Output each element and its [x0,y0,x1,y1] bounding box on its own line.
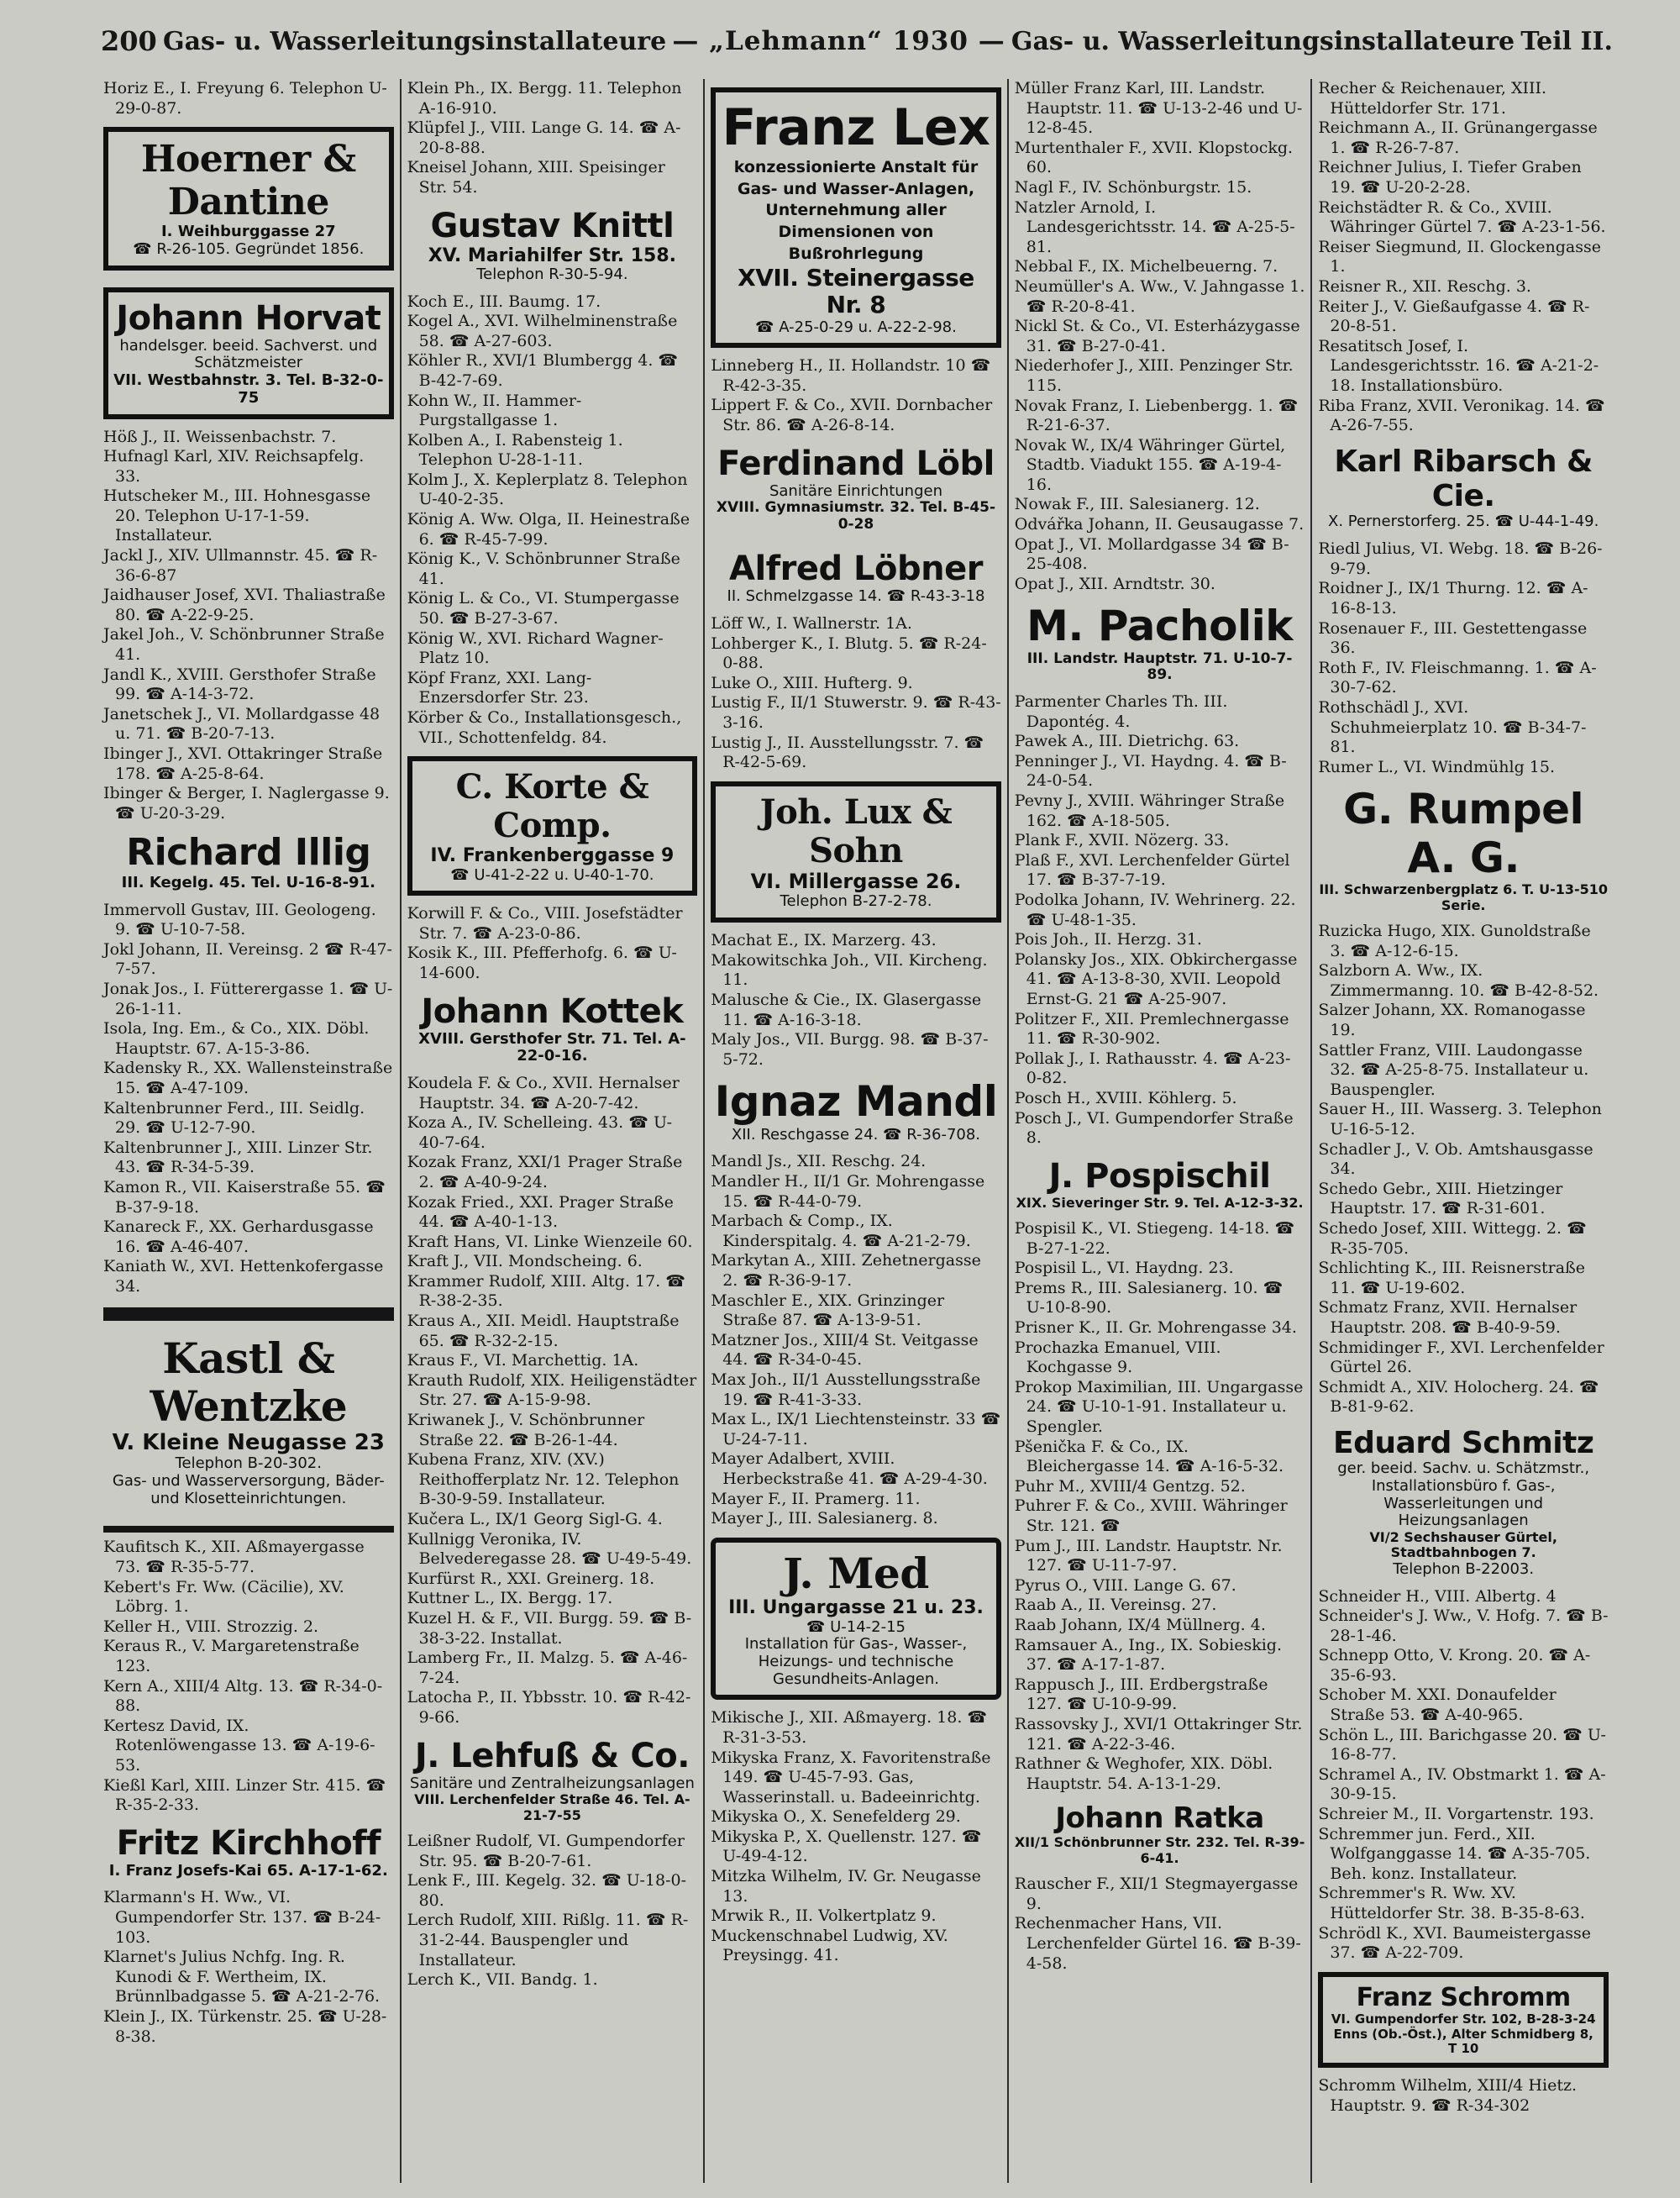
column-5 [1312,79,1614,2183]
listing-entry: Parmenter Charles Th. III. Dapontég. 4. [1014,692,1228,731]
ad-address: VI. Millergasse 26. [750,869,962,893]
listing-entry: Horiz E., I. Freyung 6. Telephon U-29-0-87. [103,79,387,118]
listing-entry: König W., XVI. Richard Wagner-Platz 10. [407,628,664,668]
listing-entry: Janetschek J., VI. Mollardgasse 48 u. 71. ☎ B-20-7-13. [103,704,381,744]
listing-entry: Pevny J., XVIII. Währinger Straße 162. ☎ A-18-505. [1014,791,1285,830]
listing-entry: Politzer F., XII. Premlechnergasse 11. ☎ R-30-902. [1014,1009,1289,1049]
listing-entry: Schlichting K., III. Reisnerstraße 11. ☎ U-19-602. [1318,1259,1586,1297]
listing-entry: Rumer L., VI. Windmühlg 15. [1318,757,1555,776]
listing-entry: Kolben A., I. Rabensteig 1. Telephon U-28-1-11. [407,430,623,470]
ad-name: Ignaz Mandl [714,1077,998,1127]
listing-entry: Schedo Josef, XIII. Wittegg. 2. ☎ R-35-705. [1318,1218,1587,1258]
advertisement [407,1737,698,1823]
listing-entry: Kaltenbrunner Ferd., III. Seidlg. 29. ☎ U-12-7-90. [103,1098,365,1138]
listing-entry: Jakel Joh., V. Schönbrunner Straße 41. [103,625,385,665]
listing-entry: Ruzicka Hugo, XIX. Gunoldstraße 3. ☎ A-12-6-15. [1318,922,1591,960]
ad-phone: ☎ R-26-105. Gegründet 1856. [133,240,365,259]
ad-phone: ☎ A-25-0-29 u. A-22-2-98. [755,318,957,336]
ad-name: Franz Schromm [1356,1982,1571,2012]
column-2 [402,79,706,2183]
ad-address: XII. Reschgasse 24. ☎ R-36-708. [731,1125,981,1144]
listing-entry: Kubena Franz, XIV. (XV.) Reithofferplatz Nr. 12. Telephon B-30-9-59. Installateur. [407,1450,680,1509]
listing-entry: Koza A., IV. Schelleing. 43. ☎ U-40-7-64. [407,1113,673,1152]
listing-entry: Prems R., III. Salesianerg. 10. ☎ U-10-8-90. [1014,1278,1284,1317]
ad-name: G. Rumpel A. G. [1343,785,1584,882]
ad-name: Ferdinand Löbl [717,444,995,483]
column-4 [1009,79,1313,2183]
ad-address: IV. Frankenberggasse 9 [430,845,675,867]
advertisement [1015,602,1305,684]
listing-entry: Ibinger & Berger, I. Naglergasse 9. ☎ U-20-3-29. [103,784,390,823]
listing-entry: Löff W., I. Wallnerstr. 1A. [711,614,912,634]
ad-phone: Telephon B-27-2-78. [780,892,932,911]
ad-description: handelsger. beeid. Sachverst. und Schätzmeister [119,336,378,372]
listing-entry: Rothschädl J., XVI. Schuhmeierplatz 10. ☎ B-34-7-81. [1318,697,1587,757]
listing-entry: Rappusch J., III. Erdbergstraße 127. ☎ U-10-9-99. [1014,1675,1268,1714]
listing-columns [97,79,1614,2183]
listing-entry: Ramsauer A., Ing., IX. Sobieskig. 37. ☎ A-17-1-87. [1014,1635,1283,1675]
listing-entry: Machat E., IX. Marzerg. 43. [711,931,937,950]
listing-entry: Schneider's J. Ww., V. Hofg. 7. ☎ B-28-1-46. [1318,1606,1609,1645]
ad-address: XVII. Steinergasse Nr. 8 [738,264,974,319]
listing-entry: Niederhofer J., XIII. Penzinger Str. 115. [1014,356,1294,395]
listing-entry: Reiter J., V. Gießaufgasse 4. ☎ R-20-8-51. [1318,297,1590,336]
listing-entry: Kanareck F., XX. Gerhardusgasse 16. ☎ A-46-407. [103,1217,374,1256]
listing-entry: Lippert F. & Co., XVII. Dornbacher Str. 86. ☎ A-26-8-14. [711,396,993,435]
advertisement [407,756,698,896]
listing-entry: Kuzel H. & F., VII. Burgg. 59. ☎ B-38-3-22. Installat. [407,1608,692,1648]
listing-entry: Kriwanek J., V. Schönbrunner Straße 22. ☎ B-26-1-44. [407,1411,645,1449]
listing-entry: Raab Johann, IX/4 Müllnerg. 4. [1014,1615,1266,1634]
ad-address: VIII. Lerchenfelder Straße 46. Tel. A-21-7-55 [414,1791,690,1823]
listing-entry: Klein J., IX. Türkenstr. 25. ☎ U-28-8-38. [103,2007,387,2046]
listing-entry: Lustig J., II. Ausstellungsstr. 7. ☎ R-42-5-69. [711,733,984,772]
listing-entry: Schramel A., IV. Obstmarkt 1. ☎ A-30-9-15. [1318,1764,1606,1804]
listing-entry: Mandler H., II/1 Gr. Mohrengasse 15. ☎ R-44-0-79. [711,1172,985,1211]
page-number: 200 [101,25,157,57]
listing-entry: Prokop Maximilian, III. Ungargasse 24. ☎ U-10-1-91. Installateur u. Spengler. [1014,1377,1304,1437]
listing-entry: Schmidinger F., XVI. Lerchenfelder Gürtel 26. [1318,1338,1604,1377]
ad-address: XVIII. Gersthofer Str. 71. Tel. A-22-0-16. [418,1029,686,1065]
listing-entry: Rathner & Weghofer, XIX. Döbl. Hauptstr. 54. A-13-1-29. [1014,1754,1273,1793]
listing-entry: Kraft J., VII. Mondscheing. 6. [407,1252,643,1271]
advertisement [103,127,394,271]
listing-entry: Kraus A., XII. Meidl. Hauptstraße 65. ☎ R-32-2-15. [407,1312,680,1350]
listing-entry: Kern A., XIII/4 Altg. 13. ☎ R-34-0-88. [103,1676,383,1716]
listing-entry: König A. Ww. Olga, II. Heinestraße 6. ☎ R-45-7-99. [407,510,690,549]
listing-entry: Rassovsky J., XVI/1 Ottakringer Str. 121. ☎ A-22-3-46. [1014,1714,1303,1754]
listing-entry: Korwill F. & Co., VIII. Josefstädter Str. 7. ☎ A-23-0-86. [407,904,683,943]
ad-address: V. Kleine Neugasse 23 [112,1429,385,1455]
ad-description: Sanitäre Einrichtungen [769,481,942,500]
ad-name: J. Med [783,1548,929,1598]
listing-entry: Krauth Rudolf, XIX. Heiligenstädter Str. 27. ☎ A-15-9-98. [407,1370,697,1410]
ad-name: Gustav Knittl [430,206,675,245]
listing-entry: Leißner Rudolf, VI. Gumpendorfer Str. 95. ☎ B-20-7-61. [407,1832,685,1870]
ad-description: Gas- und Wasserversorgung, Bäder- und Klosetteinrichtungen. [112,1472,385,1507]
advertisement [711,444,1001,534]
ad-name: Joh. Lux & Sohn [759,791,953,870]
listing-entry: Muckenschnabel Ludwig, XV. Preysingg. 41. [711,1926,948,1965]
listing-entry: Prochazka Emanuel, VIII. Kochgasse 9. [1014,1338,1221,1377]
listing-entry: Koudela F. & Co., XVII. Hernalser Hauptstr. 34. ☎ A-20-7-42. [407,1073,680,1112]
listing-entry: Kaniath W., XVI. Hettenkofergasse 34. [103,1257,384,1296]
ad-address: XVIII. Gymnasiumstr. 32. Tel. B-45-0-28 [716,499,996,533]
listing-entry: Klüpfel J., VIII. Lange G. 14. ☎ A-20-8-88. [407,118,681,157]
listing-entry: Lerch Rudolf, XIII. Rißlg. 11. ☎ R-31-2-44. Bauspengler und Installateur. [407,1911,689,1969]
advertisement [1015,1157,1305,1211]
advertisement [103,1824,394,1880]
listing-entry: König L. & Co., VI. Stumpergasse 50. ☎ B-27-3-67. [407,589,680,628]
ad-address: VI/2 Sechshauser Gürtel, Stadtbahnbogen 7. [1369,1529,1557,1561]
listing-entry: Max L., IX/1 Liechtensteinstr. 33 ☎ U-24-7-11. [711,1410,1001,1449]
listing-entry: Opat J., XII. Arndtstr. 30. [1014,574,1215,593]
listing-entry: Posch J., VI. Gumpendorfer Straße 8. [1014,1108,1294,1148]
ad-address: XIX. Sieveringer Str. 9. Tel. A-12-3-32. [1016,1194,1304,1211]
listing-entry: Mrwik R., II. Volkertplatz 9. [711,1906,937,1926]
listing-entry: Mikyska O., X. Senefelderg 29. [711,1807,961,1827]
listing-entry: Kullnigg Veronika, IV. Belvederegasse 28. ☎ U-49-5-49. [407,1529,692,1569]
listing-entry: Müller Franz Karl, III. Landstr. Hauptstr. 11. ☎ U-13-2-46 und U-12-8-45. [1014,79,1303,138]
header-center-title: — „Lehmann“ 1930 — [672,26,1005,56]
listing-entry: Penninger J., VI. Haydng. 4. ☎ B-24-0-54. [1014,751,1287,791]
listing-entry: Marbach & Comp., IX. Kinderspitalg. 4. ☎ A-21-2-79. [711,1212,971,1250]
ad-name: Hoerner & Dantine [140,138,356,223]
listing-entry: Reichstädter R. & Co., XVIII. Währinger Gürtel 7. ☎ A-23-1-56. [1318,197,1606,237]
listing-entry: Immervoll Gustav, III. Geologeng. 9. ☎ U-10-7-58. [103,900,376,939]
listing-entry: Schedo Gebr., XIII. Hietzinger Hauptstr. 17. ☎ R-31-601. [1318,1179,1563,1218]
advertisement [407,207,698,284]
listing-entry: Höß J., II. Weissenbachstr. 7. [103,427,337,446]
listing-entry: Mayer Adalbert, XVIII. Herbeckstraße 41. ☎ A-29-4-30. [711,1449,988,1488]
listing-entry: Kneisel Johann, XIII. Speisinger Str. 54. [407,158,665,197]
listing-entry: Pospisil L., VI. Haydng. 23. [1014,1259,1234,1278]
listing-entry: Kießl Karl, XIII. Linzer Str. 415. ☎ R-35-2-33. [103,1775,386,1815]
ad-name: C. Korte & Comp. [455,767,649,846]
listing-entry: Sattler Franz, VIII. Laudongasse 32. ☎ A-25-8-75. Installateur u. Bauspengler. [1318,1040,1589,1099]
ad-address: III. Landstr. Hauptstr. 71. U-10-7-89. [1026,649,1293,684]
ad-name: J. Pospischil [1048,1156,1271,1196]
listing-entry: Salzer Johann, XX. Romanogasse 19. [1318,1001,1586,1040]
divider-bar [103,1307,394,1321]
listing-entry: Opat J., VI. Mollardgasse 34 ☎ B-25-408. [1014,534,1289,574]
ad-address: VI. Gumpendorfer Str. 102, B-28-3-24 [1331,2011,1596,2027]
advertisement [711,1538,1001,1701]
ad-name: Alfred Löbner [729,550,983,589]
ad-description: konzessionierte Anstalt für Gas- und Wasser-Anlagen, Unternehmung aller Dimensionen von Bußrohrlegung [733,158,979,263]
listing-entry: Klein Ph., IX. Bergg. 11. Telephon A-16-910. [407,79,682,118]
listing-entry: Schneider H., VIII. Albertg. 4 [1318,1586,1557,1606]
advertisement [711,781,1001,923]
ad-address: X. Pernerstorferg. 25. ☎ U-44-1-49. [1327,513,1599,531]
listing-entry: Puhrer F. & Co., XVIII. Währinger Str. 121. ☎ [1014,1496,1288,1535]
listing-entry: Pum J., III. Landstr. Hauptstr. Nr. 127. ☎ U-11-7-97. [1014,1536,1283,1575]
ad-phone: Telephon B-22003. [1393,1559,1535,1578]
ad-name: Johann Horvat [116,298,381,338]
listing-entry: Novak Franz, I. Liebenbergg. 1. ☎ R-21-6-37. [1014,396,1299,435]
listing-entry: Schadler J., V. Ob. Amtshausgasse 34. [1318,1139,1593,1179]
listing-entry: Keraus R., V. Margaretenstraße 123. [103,1637,360,1676]
listing-entry: Reisner R., XII. Reschg. 3. [1318,276,1531,296]
listing-entry: Markytan A., XIII. Zehetnergasse 2. ☎ R-36-9-17. [711,1251,981,1291]
advertisement [407,992,698,1065]
advertisement [1318,1972,1609,2068]
listing-entry: Makowitschka Joh., VII. Kircheng. 11. [711,950,988,990]
ad-address: III. Kegelg. 45. Tel. U-16-8-91. [121,873,375,891]
listing-entry: Nickl St. & Co., VI. Esterházygasse 31. ☎ B-27-0-41. [1014,317,1300,355]
listing-entry: Mitzka Wilhelm, IV. Gr. Neugasse 13. [711,1867,981,1906]
listing-entry: Schnepp Otto, V. Krong. 20. ☎ A-35-6-93. [1318,1646,1591,1685]
listing-entry: Schmatz Franz, XVII. Hernalser Hauptstr. 208. ☎ B-40-9-59. [1318,1298,1578,1337]
listing-entry: Nowak F., III. Salesianerg. 12. [1014,495,1260,514]
listing-entry: Posch H., XVIII. Köhlerg. 5. [1014,1088,1237,1107]
listing-entry: Reichner Julius, I. Tiefer Graben 19. ☎ U-20-2-28. [1318,158,1582,197]
listing-entry: Kamon R., VII. Kaiserstraße 55. ☎ B-37-9-18. [103,1177,386,1217]
ad-name: J. Lehfuß & Co. [414,1736,690,1775]
listing-entry: Schön L., III. Barichgasse 20. ☎ U-16-8-77. [1318,1725,1606,1764]
listing-entry: Mikische J., XII. Aßmayerg. 18. ☎ R-31-3-53. [711,1708,988,1747]
ad-address: I. Franz Josefs-Kai 65. A-17-1-62. [108,1861,388,1880]
listing-entry: Salzborn A. Ww., IX. Zimmermanng. 10. ☎ B-42-8-52. [1318,961,1599,1000]
advertisement [711,1078,1001,1144]
advertisement [1318,1426,1609,1579]
header-part: Teil II. [1520,26,1613,56]
advertisement [1015,1802,1305,1866]
listing-entry: Hufnagl Karl, XIV. Reichsapfelg. 33. [103,447,365,486]
listing-entry: Mikyska P., X. Quellenstr. 127. ☎ U-49-4-12. [711,1827,982,1866]
listing-entry: Schober M. XXI. Donaufelder Straße 53. ☎ A-40-965. [1318,1685,1557,1725]
ad-name: Franz Lex [722,98,990,157]
listing-entry: Kohn W., II. Hammer-Purgstallgasse 1. [407,391,582,430]
advertisement [711,550,1001,606]
listing-entry: Kraus F., VI. Marchettig. 1A. [407,1351,639,1370]
listing-entry: Jonak Jos., I. Fütterergasse 1. ☎ U-26-1-11. [103,980,393,1018]
listing-entry: Nagl F., IV. Schönburgstr. 15. [1014,177,1252,197]
ad-address: II. Schmelzgasse 14. ☎ R-43-3-18 [727,587,985,606]
listing-entry: Reiser Siegmund, II. Glockengasse 1. [1318,237,1602,276]
listing-entry: Isola, Ing. Em., & Co., XIX. Döbl. Hauptstr. 67. A-15-3-86. [103,1019,370,1058]
listing-entry: Novak W., IX/4 Währinger Gürtel, Stadtb. Viadukt 155. ☎ A-19-4-16. [1014,435,1286,494]
ad-name: Karl Ribarsch & Cie. [1334,444,1593,514]
listing-entry: Schrödl K., XVI. Baumeistergasse 37. ☎ A-22-709. [1318,1923,1592,1963]
listing-entry: Jaidhauser Josef, XVI. Thaliastraße 80. ☎ A-22-9-25. [103,586,386,624]
ad-address: III. Ungargasse 21 u. 23. [728,1597,984,1619]
column-1 [97,79,402,2183]
ad-address: VII. Westbahnstr. 3. Tel. B-32-0-75 [113,371,384,407]
listing-entry: Kogel A., XVI. Wilhelminenstraße 58. ☎ A-27-603. [407,312,678,350]
ad-description: Sanitäre und Zentralheizungsanlagen [409,1774,695,1792]
listing-entry: Pyrus O., VIII. Lange G. 67. [1014,1575,1236,1595]
listing-entry: Matzner Jos., XIII/4 St. Veitgasse 44. ☎ R-34-0-45. [711,1330,979,1370]
ad-phone: ☎ U-14-2-15 [806,1617,906,1636]
listing-entry: Rechenmacher Hans, VII. Lerchenfelder Gürtel 16. ☎ B-39-4-58. [1014,1914,1301,1973]
ad-address: XV. Mariahilfer Str. 158. [428,245,677,266]
listing-entry: Schremmer's R. Ww. XV. Hütteldorfer Str. 38. B-35-8-63. [1318,1884,1585,1923]
listing-entry: Puhr M., XVIII/4 Gentzg. 52. [1014,1476,1246,1496]
divider-bar [103,1526,394,1533]
listing-entry: Mayer J., III. Salesianerg. 8. [711,1509,938,1528]
listing-entry: Kaufitsch K., XII. Aßmayergasse 73. ☎ R-35-5-77. [103,1538,365,1577]
listing-entry: Reichmann A., II. Grünangergasse 1. ☎ R-26-7-87. [1318,118,1598,157]
listing-entry: Roidner J., IX/1 Thurng. 12. ☎ A-16-8-13. [1318,579,1588,618]
listing-entry: Natzler Arnold, I. Landesgerichtsstr. 14. ☎ A-25-5-81. [1014,197,1295,256]
ad-name: Johann Ratka [1055,1801,1264,1836]
listing-entry: Maschler E., XIX. Grinzinger Straße 87. ☎ A-13-9-51. [711,1291,945,1330]
listing-entry: Pois Joh., II. Herzg. 31. [1014,930,1202,949]
listing-entry: Lohberger K., I. Blutg. 5. ☎ R-24-0-88. [711,634,987,673]
ad-name: Fritz Kirchhoff [116,1823,381,1863]
listing-entry: Kurfürst R., XXI. Greinerg. 18. [407,1569,655,1588]
listing-entry: Jackl J., XIV. Ullmannstr. 45. ☎ R-36-6-87 [103,546,378,585]
listing-entry: Pospisil K., VI. Stiegeng. 14-18. ☎ B-27-1-22. [1014,1219,1295,1258]
listing-entry: Lustig F., II/1 Stuwerstr. 9. ☎ R-43-3-16. [711,693,1001,733]
advertisement [711,87,1001,348]
listing-entry: Körber & Co., Installationsgesch., VII., Schottenfeldg. 84. [407,708,682,747]
ad-address: I. Weihburggasse 27 [160,223,336,241]
listing-entry: Mayer F., II. Pramerg. 11. [711,1489,921,1508]
listing-entry: Jokl Johann, II. Vereinsg. 2 ☎ R-47-7-57. [103,939,392,979]
listing-entry: Klarmann's H. Ww., VI. Gumpendorfer Str. 137. ☎ B-24-103. [103,1888,381,1947]
listing-entry: Polansky Jos., XIX. Obkirchergasse 41. ☎ A-13-8-30, XVII. Leopold Ernst-G. 21 ☎ A-25-907. [1014,949,1298,1008]
column-3 [705,79,1009,2183]
listing-entry: Roth F., IV. Fleischmanng. 1. ☎ A-30-7-62. [1318,658,1597,697]
listing-entry: Schremmer jun. Ferd., XII. Wolfganggasse 14. ☎ A-35-705. Beh. konz. Installateur. [1318,1824,1591,1883]
advertisement [1318,444,1609,531]
listing-entry: Schmidt A., XIV. Holocherg. 24. ☎ B-81-9-62. [1318,1377,1599,1417]
listing-entry: Plaß F., XVI. Lerchenfelder Gürtel 17. ☎ B-37-7-19. [1014,850,1290,890]
ad-address: XII/1 Schönbrunner Str. 232. Tel. R-39-6-41. [1014,1834,1305,1866]
listing-entry: Kraft Hans, VI. Linke Wienzeile 60. [407,1232,693,1251]
listing-entry: Rauscher F., XII/1 Stegmayergasse 9. [1014,1875,1299,1913]
listing-entry: Lenk F., III. Kegelg. 32. ☎ U-18-0-80. [407,1871,687,1910]
listing-entry: Plank F., XVII. Nözerg. 33. [1014,831,1230,850]
listing-entry: Pawek A., III. Dietrichg. 63. [1014,732,1240,751]
listing-entry: Lamberg Fr., II. Malzg. 5. ☎ A-46-7-24. [407,1648,688,1687]
ad-phone: ☎ U-41-2-22 u. U-40-1-70. [450,865,654,884]
listing-entry: Pšenička F. & Co., IX. Bleichergasse 14. ☎ A-16-5-32. [1014,1437,1284,1476]
listing-entry: Kebert's Fr. Ww. (Cäcilie), XV. Löbrg. 1. [103,1577,344,1617]
listing-entry: Raab A., II. Vereinsg. 27. [1014,1596,1217,1615]
ad-address: III. Schwarzenbergplatz 6. T. U-13-510 Serie. [1319,881,1609,913]
listing-entry: Schromm Wilhelm, XIII/4 Hietz. Hauptstr. 9. ☎ R-34-302 [1318,2076,1578,2115]
ad-name: Eduard Schmitz [1333,1425,1594,1460]
listing-entry: Krammer Rudolf, XIII. Altg. 17. ☎ R-38-2-35. [407,1271,685,1311]
listing-entry: Podolka Johann, IV. Wehrinerg. 22. ☎ U-48-1-35. [1014,890,1296,929]
header-right-title: Gas- u. Wasserleitungsinstallateure [1011,26,1515,56]
listing-entry: Rosenauer F., III. Gestettengasse 36. [1318,618,1588,658]
listing-entry: Resatitsch Josef, I. Landesgerichtsstr. 16. ☎ A-21-2-18. Installationsbüro. [1318,336,1599,395]
listing-entry: Jandl K., XVIII. Gersthofer Straße 99. ☎ A-14-3-72. [103,665,376,704]
ad-phone: Telephon B-20-302. [175,1454,322,1473]
listing-entry: Kosik K., III. Pfefferhofg. 6. ☎ U-14-600. [407,944,677,982]
listing-entry: Murtenthaler F., XVII. Klopstockg. 60. [1014,138,1294,177]
page-header [101,18,1613,64]
listing-entry: Neumüller's A. Ww., V. Jahngasse 1. ☎ R-20-8-41. [1014,276,1305,316]
ad-name: M. Pacholik [1026,602,1293,651]
listing-entry: Odvářka Johann, II. Geusaugasse 7. [1014,515,1305,534]
listing-entry: Max Joh., II/1 Ausstellungsstraße 19. ☎ R-41-3-33. [711,1370,981,1409]
listing-entry: Koch E., III. Baumg. 17. [407,292,601,311]
listing-entry: Ibinger J., XVI. Ottakringer Straße 178. ☎ A-25-8-64. [103,744,383,783]
listing-entry: Linneberg H., II. Hollandstr. 10 ☎ R-42-3-35. [711,356,991,395]
listing-entry: Sauer H., III. Wasserg. 3. Telephon U-16-5-12. [1318,1100,1602,1138]
listing-entry: König K., V. Schönbrunner Straße 41. [407,550,680,588]
ad-address-secondary: Enns (Ob.-Öst.), Alter Schmidberg 8, T 10 [1333,2026,1593,2056]
listing-entry: Luke O., XIII. Hufterg. 9. [711,673,913,692]
listing-entry: Lerch K., VII. Bandg. 1. [407,1970,598,1990]
listing-entry: Latocha P., II. Ybbsstr. 10. ☎ R-42-9-66. [407,1688,691,1727]
listing-entry: Kozak Franz, XXI/1 Prager Straße 2. ☎ A-40-9-24. [407,1153,683,1191]
advertisement [103,1334,394,1508]
header-left-title: Gas- u. Wasserleitungsinstallateure [162,26,667,56]
listing-entry: Riba Franz, XVII. Veronikag. 14. ☎ A-26-7-55. [1318,396,1605,435]
advertisement [103,287,394,419]
listing-entry: Mandl Js., XII. Reschg. 24. [711,1152,927,1171]
listing-entry: Nebbal F., IX. Michelbeuerng. 7. [1014,257,1278,276]
ad-description: Installation für Gas-, Wasser-, Heizungs- und technische Gesundheits-Anlagen. [744,1635,968,1688]
listing-entry: Kučera L., IX/1 Georg Sigl-G. 4. [407,1510,663,1528]
listing-entry: Schreier M., II. Vorgartenstr. 193. [1318,1805,1594,1824]
advertisement [1318,786,1609,913]
listing-entry: Kuttner L., IX. Bergg. 17. [407,1589,613,1608]
listing-entry: Kolm J., X. Keplerplatz 8. Telephon U-40-2-35. [407,470,688,509]
listing-entry: Hutscheker M., III. Hohnesgasse 20. Telephon U-17-1-59. Installateur. [103,486,371,545]
listing-entry: Kertesz David, IX. Rotenlöwengasse 13. ☎ A-19-6-53. [103,1716,375,1775]
listing-entry: Maly Jos., VII. Burgg. 98. ☎ B-37-5-72. [711,1030,989,1069]
listing-entry: Riedl Julius, VI. Webg. 18. ☎ B-26-9-79. [1318,539,1603,578]
ad-name: Kastl & Wentzke [150,1333,348,1432]
listing-entry: Malusche & Cie., IX. Glasergasse 11. ☎ A-16-3-18. [711,990,982,1029]
listing-entry: Kozak Fried., XXI. Prager Straße 44. ☎ A-40-1-13. [407,1192,674,1232]
listing-entry: Keller H., VIII. Strozzig. 2. [103,1617,319,1636]
listing-entry: Recher & Reichenauer, XIII. Hütteldorfer Str. 171. [1318,79,1547,118]
listing-entry: Pollak J., I. Rathausstr. 4. ☎ A-23-0-82. [1014,1049,1291,1088]
listing-entry: Köhler R., XVI/1 Blumbergg 4. ☎ B-42-7-69. [407,351,679,390]
listing-entry: Köpf Franz, XXI. Lang-Enzersdorfer Str. 23. [407,668,592,707]
ad-name: Johann Kottek [421,991,684,1031]
ad-description: ger. beeid. Sachv. u. Schätzmstr., Installationsbüro f. Gas-, Wasserleitungen und Heizungsanlagen [1337,1459,1590,1530]
advertisement [103,832,394,891]
listing-entry: Kadensky R., XX. Wallensteinstraße 15. ☎ A-47-109. [103,1059,393,1097]
listing-entry: Prisner K., II. Gr. Mohrengasse 34. [1014,1318,1297,1338]
listing-entry: Kaltenbrunner J., XIII. Linzer Str. 43. ☎ R-34-5-39. [103,1138,373,1177]
listing-entry: Mikyska Franz, X. Favoritenstraße 149. ☎ U-45-7-93. Gas, Wasserinstall. u. Badeeinrichtg. [711,1748,991,1806]
listing-entry: Klarnet's Julius Nchfg. Ing. R. Kunodi & F. Wertheim, IX. Brünnlbadgasse 5. ☎ A-21-2-76. [103,1948,381,2006]
ad-phone: Telephon R-30-5-94. [476,265,628,283]
ad-name: Richard Illig [126,831,371,875]
